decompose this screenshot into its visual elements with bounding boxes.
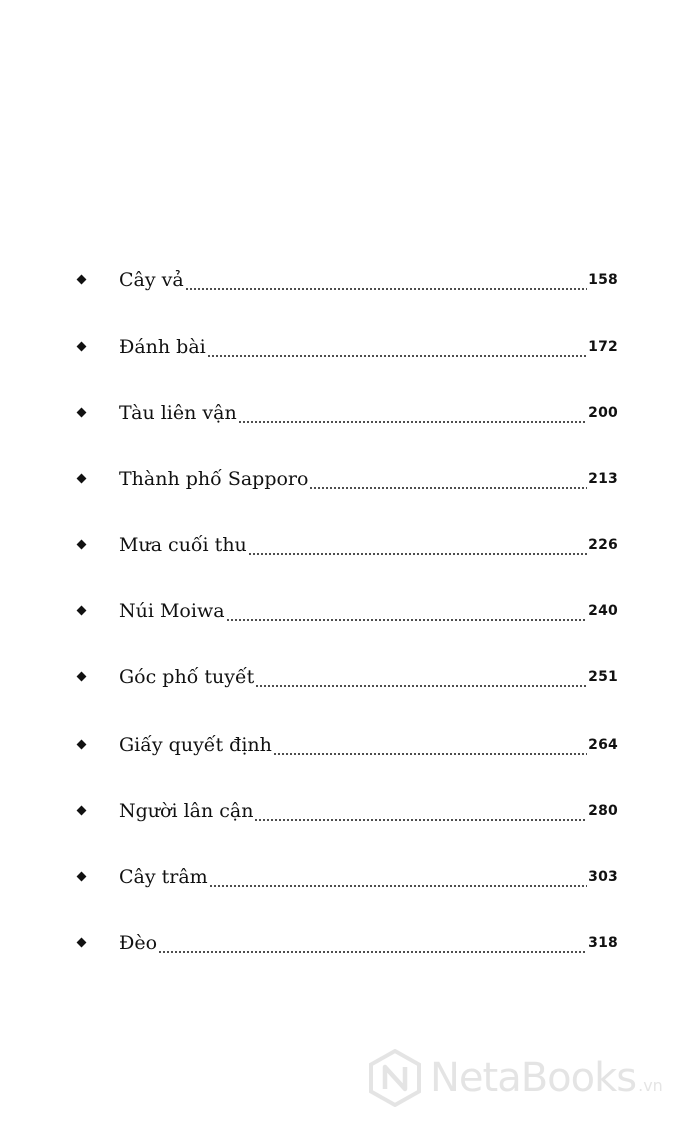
toc-entry-title: Đèo	[119, 932, 158, 954]
toc-entry	[78, 659, 618, 689]
toc-entry	[78, 727, 618, 757]
toc-entry-title: Cây vả	[119, 269, 184, 291]
dot-leader	[226, 599, 588, 623]
toc-entry-page: 251	[588, 669, 618, 685]
diamond-bullet-icon	[77, 408, 87, 418]
toc-entry-page: 264	[588, 737, 618, 753]
toc-entry-title: Đánh bài	[119, 336, 206, 358]
diamond-bullet-icon	[77, 540, 87, 550]
dot-leader	[254, 799, 587, 823]
toc-entry-page: 280	[588, 803, 618, 819]
toc-entry-title: Thành phố Sapporo	[119, 468, 309, 490]
diamond-bullet-icon	[77, 474, 87, 484]
toc-entry-title: Cây trâm	[119, 866, 208, 888]
toc-entry-page: 240	[588, 603, 618, 619]
diamond-bullet-icon	[77, 275, 87, 285]
diamond-bullet-icon	[77, 872, 87, 882]
toc-entry-page: 172	[588, 339, 618, 355]
toc-entry	[78, 925, 618, 955]
diamond-bullet-icon	[77, 342, 87, 352]
toc-entry-title: Núi Moiwa	[119, 600, 225, 622]
toc-entry	[78, 527, 618, 557]
toc-entry-title: Người lân cận	[119, 800, 254, 822]
dot-leader	[185, 268, 587, 292]
watermark-brand: NetaBooks	[430, 1055, 637, 1101]
toc-entry-title: Tàu liên vận	[119, 402, 237, 424]
toc-entry	[78, 859, 618, 889]
toc-entry	[78, 329, 618, 359]
toc-entry-title: Giấy quyết định	[119, 734, 272, 756]
toc-entry	[78, 793, 618, 823]
toc-entry-title: Góc phố tuyết	[119, 666, 255, 688]
toc-entry	[78, 593, 618, 623]
dot-leader	[238, 401, 587, 425]
dot-leader	[158, 931, 587, 955]
netabooks-logo-icon	[366, 1049, 424, 1107]
toc-entry-title: Mưa cuối thu	[119, 534, 247, 556]
watermark-suffix: .vn	[638, 1075, 663, 1095]
dot-leader	[248, 533, 587, 557]
toc-entry-page: 318	[588, 935, 618, 951]
toc-entry-page: 213	[588, 471, 618, 487]
dot-leader	[255, 665, 587, 689]
toc-entry-page: 158	[588, 272, 618, 288]
toc-entry	[78, 395, 618, 425]
toc-entry-page: 226	[588, 537, 618, 553]
diamond-bullet-icon	[77, 672, 87, 682]
dot-leader	[309, 467, 587, 491]
toc-entry	[78, 262, 618, 292]
dot-leader	[209, 865, 587, 889]
dot-leader	[273, 733, 587, 757]
diamond-bullet-icon	[77, 606, 87, 616]
diamond-bullet-icon	[77, 938, 87, 948]
toc-entry-page: 200	[588, 405, 618, 421]
toc-entry	[78, 461, 618, 491]
netabooks-watermark	[366, 1044, 686, 1112]
diamond-bullet-icon	[77, 740, 87, 750]
dot-leader	[207, 335, 587, 359]
toc-entry-page: 303	[588, 869, 618, 885]
diamond-bullet-icon	[77, 806, 87, 816]
